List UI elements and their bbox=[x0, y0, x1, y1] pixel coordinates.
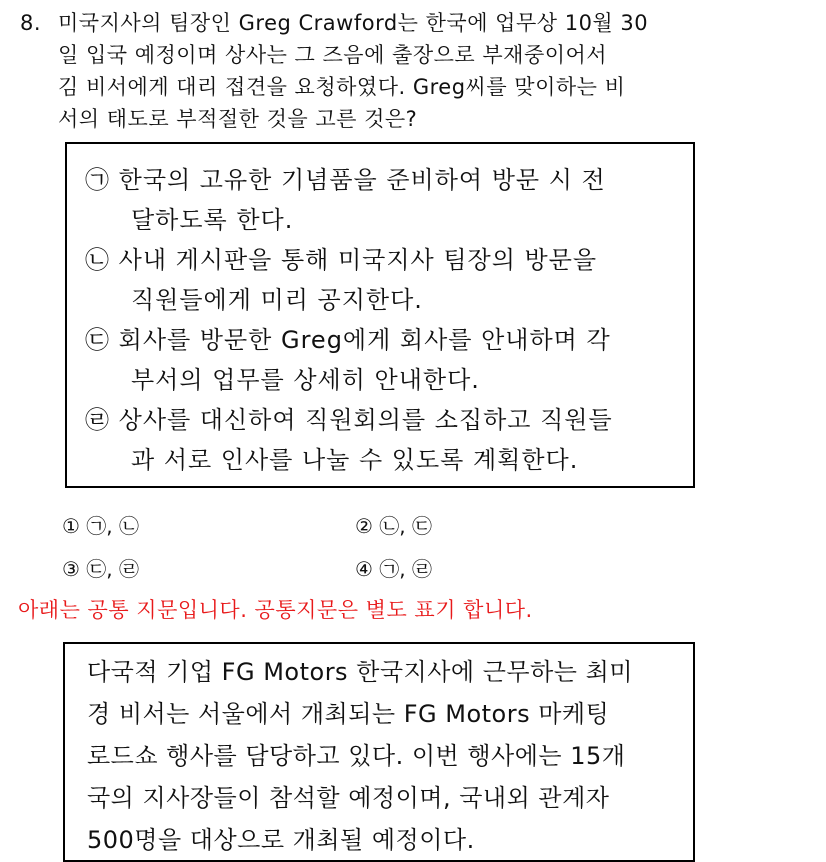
statement-line: 과 서로 인사를 나눌 수 있도록 계획한다. bbox=[131, 446, 579, 474]
question-number: 8. bbox=[20, 11, 42, 35]
common-passage-notice: 아래는 공통 지문입니다. 공통지문은 별도 표기 합니다. bbox=[18, 598, 533, 622]
statement-line: ㉢ 회사를 방문한 Greg에게 회사를 안내하며 각 bbox=[85, 326, 611, 354]
answer-option-3[interactable]: ③ ㉢, ㉣ bbox=[62, 557, 140, 581]
answer-option-4[interactable]: ④ ㉠, ㉣ bbox=[355, 557, 433, 581]
statement-line: 직원들에게 미리 공지한다. bbox=[131, 286, 423, 314]
passage-line: 경 비서는 서울에서 개최되는 FG Motors 마케팅 bbox=[87, 700, 610, 728]
statement-line: ㉠ 한국의 고유한 기념품을 준비하여 방문 시 전 bbox=[85, 166, 606, 194]
answer-option-1[interactable]: ① ㉠, ㉡ bbox=[62, 514, 140, 538]
passage-line: 500명을 대상으로 개최될 예정이다. bbox=[87, 826, 475, 854]
passage-line: 로드쇼 행사를 담당하고 있다. 이번 행사에는 15개 bbox=[87, 742, 626, 770]
passage-line: 다국적 기업 FG Motors 한국지사에 근무하는 최미 bbox=[87, 658, 633, 686]
question-text-line: 서의 태도로 부적절한 것을 고른 것은? bbox=[58, 107, 418, 131]
question-text-line: 일 입국 예정이며 상사는 그 즈음에 출장으로 부재중이어서 bbox=[58, 43, 608, 67]
question-text-line: 미국지사의 팀장인 Greg Crawford는 한국에 업무상 10월 30 bbox=[58, 11, 649, 35]
question-text-line: 김 비서에게 대리 접견을 요청하였다. Greg씨를 맞이하는 비 bbox=[58, 75, 626, 99]
answer-option-2[interactable]: ② ㉡, ㉢ bbox=[355, 514, 433, 538]
passage-box bbox=[63, 642, 695, 862]
statement-line: 달하도록 한다. bbox=[131, 206, 294, 234]
passage-line: 국의 지사장들이 참석할 예정이며, 국내외 관계자 bbox=[87, 784, 610, 812]
statements-box bbox=[65, 142, 695, 488]
statement-line: ㉡ 사내 게시판을 통해 미국지사 팀장의 방문을 bbox=[85, 246, 598, 274]
statement-line: ㉣ 상사를 대신하여 직원회의를 소집하고 직원들 bbox=[85, 406, 613, 434]
statement-line: 부서의 업무를 상세히 안내한다. bbox=[131, 366, 480, 394]
